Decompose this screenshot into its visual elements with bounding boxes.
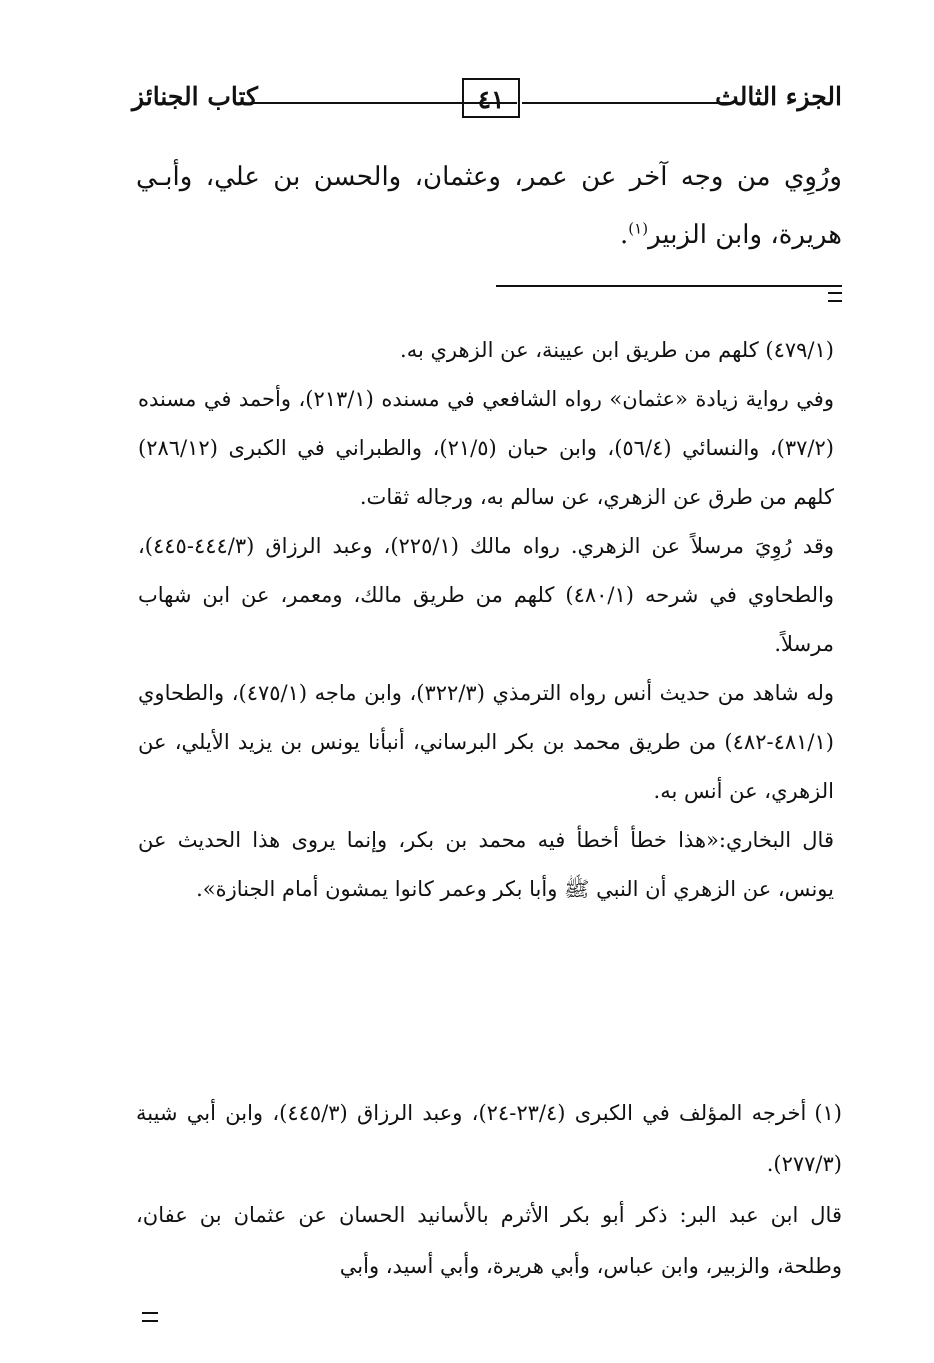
main-text-end: . [620, 220, 629, 250]
footnote-continuation: قال ابن عبد البر: ذكر أبو بكر الأثرم بالأسانيد الحسان عن عثمان بن عفان، وطلحة، والزبير، وابن عباس، وأبي هريرة، وأبي أسيد، وأبي [136, 1203, 842, 1278]
page-number: ٤١ [462, 78, 520, 118]
book-title: كتاب الجنائز [132, 82, 258, 111]
note-paragraph: قال البخاري:«هذا خطأ أخطأ فيه محمد بن بكر، وإنما يروى هذا الحديث عن يونس، عن الزهري أن النبي ﷺ وأبا بكر وعمر كانوا يمشون أمام الجنازة». [138, 828, 834, 901]
note-paragraph: وفي رواية زيادة «عثمان» رواه الشافعي في مسنده (٢١٣/١)، وأحمد في مسنده (٣٧/٢)، والنسائي (٥٦/٤)، وابن حبان (٢١/٥)، والطبراني في الكبرى (٢٨٦/١٢) كلهم من طرق عن الزهري، عن سالم به، ورجاله ثقات. [138, 387, 834, 509]
main-text: ورُوِي من وجه آخر عن عمر، وعثمان، والحسن بن علي، وأبـي هريرة، وابن الزبير [136, 162, 842, 250]
footnote-separator [496, 285, 842, 287]
footnote-1 [136, 1088, 842, 1292]
continuation-mark [828, 292, 842, 302]
header-rule-left [252, 102, 517, 104]
main-paragraph [136, 148, 842, 264]
footnote-reference: (١) [628, 219, 649, 238]
footnote-text: أخرجه المؤلف في الكبرى (٢٣/٤-٢٤)، وعبد الرزاق (٤٤٥/٣)، وابن أبي شيبة (٢٧٧/٣). [136, 1101, 842, 1176]
note-paragraph: (٤٧٩/١) كلهم من طريق ابن عيينة، عن الزهري به. [400, 338, 834, 362]
notes-continued [138, 326, 834, 914]
page-end-mark [142, 1312, 158, 1322]
footnote-number: (١) [814, 1101, 842, 1125]
page-header [132, 78, 842, 126]
note-paragraph: وقد رُوِيَ مرسلاً عن الزهري. رواه مالك (٢٢٥/١)، وعبد الرزاق (٤٤٤/٣-٤٤٥)، والطحاوي في شرحه (٤٨٠/١) كلهم من طريق مالك، ومعمر، عن ابن شهاب مرسلاً. [138, 534, 835, 656]
note-paragraph: وله شاهد من حديث أنس رواه الترمذي (٣٢٢/٣)، وابن ماجه (٤٧٥/١)، والطحاوي (٤٨١/١-٤٨٢) من طريق محمد بن بكر البرساني، أنبأنا يونس بن يزيد الأيلي، عن الزهري، عن أنس به. [138, 681, 834, 803]
header-rule-right [522, 102, 730, 104]
footnote-paragraph [136, 1088, 842, 1190]
volume-title: الجزء الثالث [715, 82, 842, 111]
